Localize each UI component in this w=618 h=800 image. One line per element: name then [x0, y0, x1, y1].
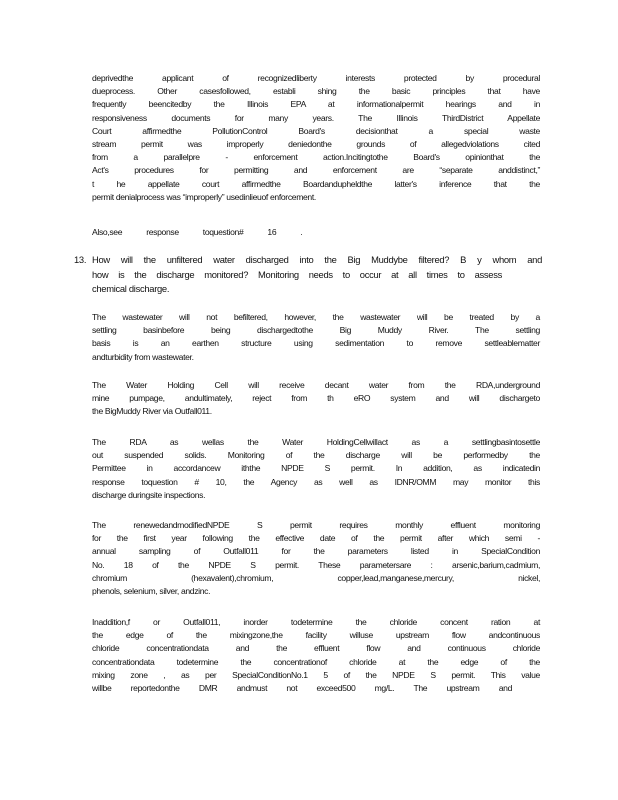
text-line: stream permit was improperly deniedonthe grounds of allegedviolations cited [92, 139, 540, 150]
text-line: mixing zone , as per SpecialConditionNo.1 5 of the NPDE S permit. This value [92, 669, 540, 680]
text-line: chromium (hexavalent),chromium, copper,lead,manganese,mercury, nickel, [92, 572, 540, 583]
text-line: out suspended solids. Monitoring of the discharge will be performedby the [92, 450, 540, 461]
text-line: chloride concentrationdata and the effluent flow and continuous chloride [92, 643, 540, 654]
text-line: The Water Holding Cell will receive decant water from the RDA,underground [92, 380, 540, 390]
text-line: The RDA as wellas the Water HoldingCellwillact as a settlingbasintosettle [92, 437, 540, 447]
text-line: deprivedthe applicant of recognizedliberty interests protected by procedural [92, 73, 540, 83]
text-line: dueprocess. Other casesfollowed, establi shing the basic principles that have [92, 86, 540, 97]
text-line: mine pumpage, andultimately, reject from th eRO system and will dischargeto [92, 393, 540, 404]
paragraph-see-response [92, 226, 303, 239]
text-line: the edge of the mixingzone,the facility willuse upstream flow andcontinuous [92, 630, 540, 641]
text-line: Permittee in accordancew iththe NPDE S permit. In addition, as indicatedin [92, 463, 540, 474]
text-line: from a parallelpre - enforcement action.Incitingtothe Board's opinionthat the [92, 152, 540, 163]
text-line: willbe reportedonthe DMR andmust not exceed500 mg/L. The upstream and [92, 683, 512, 694]
question-line: chemical discharge. [92, 283, 170, 294]
text-line: Inaddition,f or Outfall011, inorder todetermine the chloride concent ration at [92, 617, 540, 627]
paragraph-chloride [92, 616, 540, 695]
question-number: 13. [74, 254, 87, 265]
text-line: response toquestion # 10, the Agency as well as IDNR/OMM may monitor this [92, 476, 540, 487]
text-line: The wastewater will not befiltered, however, the wastewater will be treated by a [92, 312, 540, 322]
paragraph-due-process [92, 72, 540, 204]
text-line: t he appellate court affirmedthe Boardandupheldthe latter's inference that the [92, 178, 540, 189]
question-line: how is the discharge monitored? Monitoring needs to occur at all times to assess [92, 268, 502, 280]
text-line: basis is an earthen structure using sedimentation to remove settleablematter [92, 338, 540, 349]
text-line: the BigMuddy River via Outfall011. [92, 406, 212, 417]
text-line: andturbidity from wastewater. [92, 351, 194, 362]
text-line: The renewedandmodifiedNPDE S permit requires monthly effluent monitoring [92, 520, 540, 530]
text-line: No. 18 of the NPDE S permit. These parametersare : arsenic,barium,cadmium, [92, 559, 540, 570]
text-line: discharge duringsite inspections. [92, 489, 206, 500]
question-line: How will the unfiltered water discharged into the Big Muddybe filtered? B y whom and [92, 254, 542, 265]
paragraph-water-holding-cell [92, 379, 540, 419]
text-line: frequently beencitedby the Illinois EPA at informationalpermit hearings and in [92, 99, 540, 110]
text-line: Act's procedures for permitting and enforcement are “separate anddistinct,” [92, 165, 540, 176]
text-line: Court affirmedthe PollutionControl Board's decisionthat a special waste [92, 125, 540, 136]
text-line: Also,see response toquestion# 16 . [92, 227, 303, 237]
text-line: phenols, selenium, silver, andzinc. [92, 586, 211, 597]
paragraph-wastewater [92, 311, 540, 364]
text-line: annual sampling of Outfall011 for the parameters listed in SpecialCondition [92, 546, 540, 557]
text-line: for the first year following the effective date of the permit after which semi - [92, 533, 540, 544]
paragraph-npdes-permit [92, 519, 540, 598]
paragraph-rda [92, 436, 540, 502]
text-line: permit denialprocess was “improperly” usedinlieuof enforcement. [92, 191, 316, 202]
text-line: concentrationdata todetermine the concentrationof chloride at the edge of the [92, 656, 540, 667]
question-text [92, 253, 542, 297]
text-line: settling basinbefore being dischargedtothe Big Muddy River. The settling [92, 325, 540, 336]
text-line: responsiveness documents for many years. The Illinois ThirdDistrict Appellate [92, 112, 540, 123]
